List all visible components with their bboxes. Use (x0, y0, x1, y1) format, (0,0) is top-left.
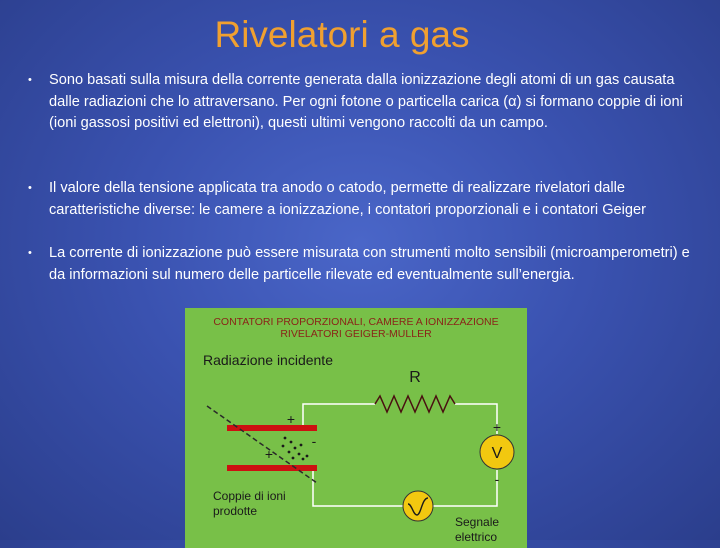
ion-pairs-label-line2: prodotte (213, 504, 258, 518)
bullet-dot: • (28, 247, 32, 259)
bullet-dot: • (28, 182, 32, 194)
voltmeter-label: V (491, 445, 503, 462)
resistor-symbol (375, 396, 455, 412)
electron-minus-sign: - (311, 433, 317, 449)
resistor-label: R (409, 369, 421, 386)
cathode-plate (227, 465, 317, 471)
voltmeter-minus-sign: - (494, 471, 500, 487)
incident-radiation-label: Radiazione incidente (203, 352, 333, 368)
slide-title: Rivelatori a gas (214, 14, 470, 55)
signal-meter-icon (403, 491, 433, 521)
detector-diagram (185, 308, 527, 548)
circuit-wires (303, 404, 497, 506)
bullet-item (22, 70, 692, 178)
bullet-item (22, 243, 692, 286)
figure-heading-line2: RIVELATORI GEIGER-MULLER (280, 328, 432, 340)
bullet-item (22, 178, 692, 243)
ion-plus-sign: + (264, 446, 274, 462)
bullet-dot: • (28, 74, 32, 86)
detector-circuit-svg (185, 308, 527, 548)
bullet-text: Il valore della tensione applicata tra anodo o catodo, permette di realizzare rivelatori dalle caratteristiche diverse: le camere a ionizzazione, i contatori proporzionali e i contatori Geiger (49, 180, 647, 218)
ion-pairs-label-line1: Coppie di ioni (213, 489, 286, 503)
ion-pairs (282, 437, 309, 461)
figure-heading-line1: CONTATORI PROPORZIONALI, CAMERE A IONIZZAZIONE (213, 316, 499, 328)
bullet-text: La corrente di ionizzazione può essere misurata con strumenti molto sensibili (microamperometri) e da informazioni sul numero delle particelle rilevate ed eventualmente sull’energia. (49, 245, 690, 283)
anode-plus-sign: + (286, 411, 296, 427)
bullet-text: Sono basati sulla misura della corrente generata dalla ionizzazione degli atomi di un gas causata dalle radiazioni che lo attraversano. Per ogni fotone o particella carica (α) si formano coppie di ioni (ioni gassosi positivi ed elettroni), questi ultimi vengono raccolti da un campo. (49, 72, 683, 132)
voltmeter-plus-sign: + (492, 419, 502, 435)
signal-label-line1: Segnale (455, 515, 500, 529)
bullet-list (22, 70, 692, 286)
signal-label-line2: elettrico (455, 530, 498, 544)
